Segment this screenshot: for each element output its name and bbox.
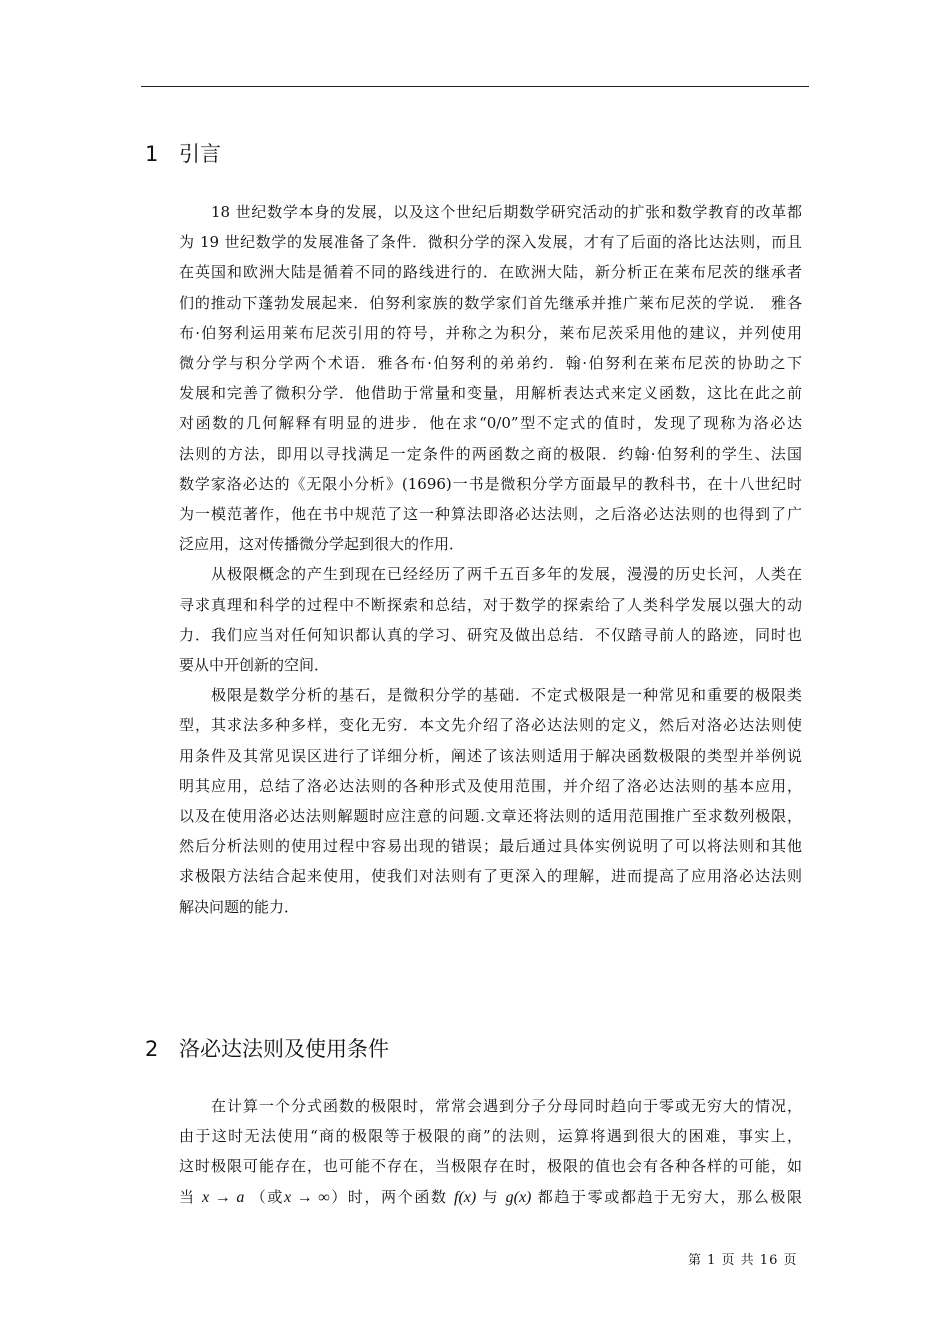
- section-1-body: [146, 197, 802, 922]
- text-fragment: 当: [179, 1187, 196, 1206]
- text-line: 为一模范著作，他在书中规范了这一种算法即洛必达法则，之后洛必达法则的也得到了广: [179, 505, 802, 524]
- text-line: 为 19 世纪数学的发展准备了条件．微积分学的深入发展，才有了后面的洛比达法则，而且: [179, 233, 802, 252]
- text-fragment: ）时，两个函数: [329, 1187, 448, 1206]
- section-2-number: 2: [145, 1037, 159, 1061]
- text-line: 解决问题的能力．: [179, 897, 300, 916]
- text-line: 对函数的几何解释有明显的进步．他在求“0/0”型不定式的值时，发现了现称为洛必达: [179, 414, 802, 433]
- text-fragment: 与: [482, 1187, 500, 1206]
- text-line: 从极限概念的产生到现在已经经历了两千五百多年的发展，漫漫的历史长河，人类在: [211, 565, 802, 584]
- text-line: 型，其求法多种多样，变化无穷．本文先介绍了洛必达法则的定义，然后对洛必达法则使: [179, 716, 802, 735]
- text-line: 这时极限可能存在，也可能不存在，当极限存在时，极限的值也会有各种各样的可能，如: [179, 1157, 802, 1176]
- text-line: 发展和完善了微积分学．他借助于常量和变量，用解析表达式来定义函数，这比在此之前: [179, 384, 802, 403]
- text-line: 在计算一个分式函数的极限时，常常会遇到分子分母同时趋向于零或无穷大的情况，: [211, 1097, 802, 1115]
- math-g-of-x: g(x): [505, 1188, 532, 1206]
- text-line: 布·伯努利运用莱布尼茨引用的符号，并称之为积分，莱布尼茨采用他的建议，并列使用: [179, 323, 802, 342]
- text-line: 法则的方法，即用以寻找满足一定条件的两函数之商的极限．约翰·伯努利的学生、法国: [179, 444, 802, 463]
- intro-paragraph-1: [146, 197, 802, 559]
- text-line: 力．我们应当对任何知识都认真的学习、研究及做出总结．不仅踏寻前人的路迹，同时也: [179, 625, 802, 644]
- text-line: 微分学与积分学两个术语．雅各布·伯努利的弟弟约．翰·伯努利在莱布尼茨的协助之下: [179, 354, 802, 373]
- math-text-line: [146, 1182, 802, 1213]
- math-f-of-x: f(x): [454, 1188, 477, 1206]
- text-line: 然后分析法则的使用过程中容易出现的错误；最后通过具体实例说明了可以将法则和其他: [179, 837, 802, 856]
- section-2-body: [146, 1091, 802, 1213]
- header-rule: [141, 86, 809, 87]
- section-1-number: 1: [145, 142, 159, 166]
- intro-paragraph-3: [146, 680, 802, 922]
- intro-paragraph-2: [146, 559, 802, 680]
- text-line: 以及在使用洛必达法则解题时应注意的问题.文章还将法则的适用范围推广至求数列极限，: [179, 807, 802, 826]
- section-2-title: 洛必达法则及使用条件: [179, 1037, 389, 1061]
- text-line: 求极限方法结合起来使用，使我们对法则有了更深入的理解，进而提高了应用洛必达法则: [179, 867, 802, 886]
- text-line: 由于这时无法使用“商的极限等于极限的商”的法则，运算将遇到很大的困难，事实上，: [179, 1127, 802, 1146]
- text-line: 数学家洛必达的《无限小分析》(1696)一书是微积分学方面最早的教科书，在十八世纪时: [179, 474, 802, 493]
- text-line: 在英国和欧洲大陆是循着不同的路线进行的．在欧洲大陆，新分析正在莱布尼茨的继承者: [179, 263, 802, 282]
- text-line: 泛应用，这对传播微分学起到很大的作用．: [179, 535, 465, 554]
- section-1-heading: [145, 138, 221, 168]
- text-fragment: （或: [250, 1187, 284, 1206]
- section-1-title: 引言: [179, 142, 221, 166]
- text-line: 们的推动下蓬勃发展起来．伯努利家族的数学家们首先继承并推广莱布尼茨的学说． 雅各: [179, 293, 802, 312]
- text-line: 明其应用，总结了洛必达法则的各种形式及使用范围，并介绍了洛必达法则的基本应用，: [179, 776, 802, 795]
- text-fragment: 都趋于零或都趋于无穷大，那么极限: [537, 1187, 802, 1206]
- math-x-to-infinity: x → ∞: [283, 1188, 330, 1206]
- text-line: 用条件及其常见误区进行了详细分析，阐述了该法则适用于解决函数极限的类型并举例说: [179, 746, 802, 765]
- math-x-to-a: x → a: [202, 1188, 245, 1206]
- text-line: 要从中开创新的空间．: [179, 656, 330, 675]
- page-number-footer: 第 1 页 共 16 页: [688, 1253, 798, 1268]
- text-line: 18 世纪数学本身的发展，以及这个世纪后期数学研究活动的扩张和数学教育的改革都: [211, 203, 802, 221]
- text-line: 极限是数学分析的基石，是微积分学的基础．不定式极限是一种常见和重要的极限类: [211, 686, 802, 705]
- section-2-heading: [145, 1033, 389, 1063]
- text-line: 寻求真理和科学的过程中不断探索和总结，对于数学的探索给了人类科学发展以强大的动: [179, 595, 802, 614]
- rule-paragraph-1: [146, 1091, 802, 1213]
